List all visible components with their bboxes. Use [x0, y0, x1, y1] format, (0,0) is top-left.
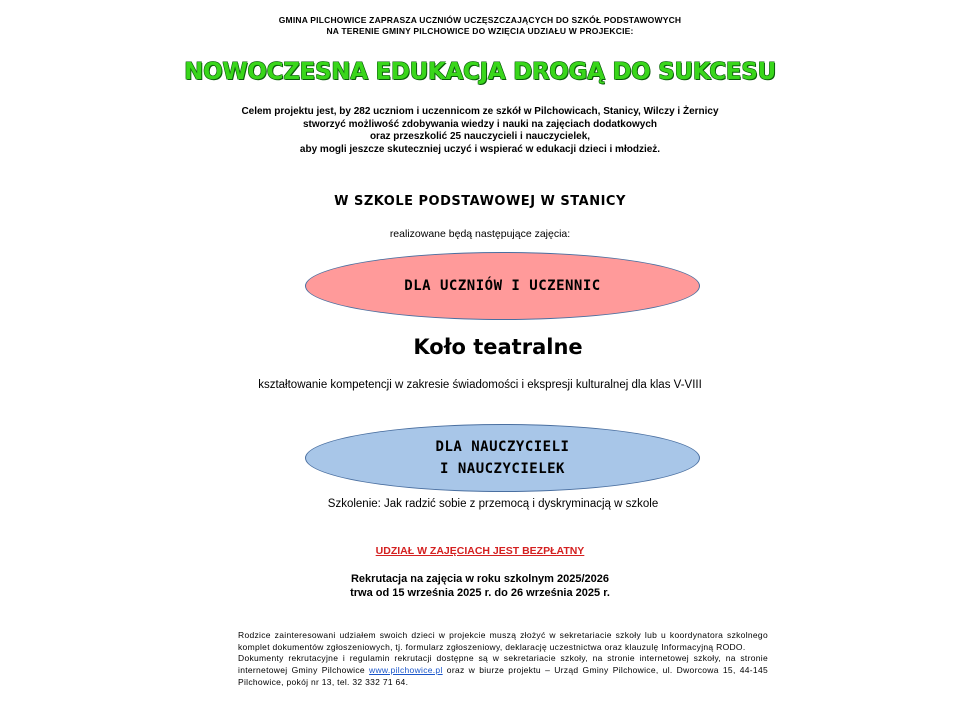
intro-line-2: NA TERENIE GMINY PILCHOWICE DO WZIĘCIA UDZIAŁU W PROJEKCIE: [326, 26, 634, 36]
free-participation-notice: UDZIAŁ W ZAJĘCIACH JEST BEZPŁATNY [375, 545, 585, 557]
goal-line-2: stworzyć możliwość zdobywania wiedzy i nauki na zajęciach dodatkowych [303, 118, 657, 130]
school-heading: W SZKOLE PODSTAWOWEJ W STANICY [334, 194, 626, 209]
students-ellipse [305, 252, 700, 320]
recruitment-line-2: trwa od 15 września 2025 r. do 26 września 2025 r. [350, 586, 610, 599]
activity-description: kształtowanie kompetencji w zakresie świadomości i ekspresji kulturalnej dla klas V-VIII [258, 379, 702, 391]
goal-line-4: aby mogli jeszcze skuteczniej uczyć i wspierać w edukacji dzieci i młodzież. [299, 143, 661, 155]
activity-title: Koło teatralne [413, 335, 583, 359]
teachers-label [436, 436, 570, 480]
recruitment-line-1: Rekrutacja na zajęcia w roku szkolnym 2025/2026 [350, 573, 610, 585]
project-goal [0, 106, 960, 156]
students-label: DLA UCZNIÓW I UCZENNIC [404, 278, 601, 294]
teachers-label-line-1: DLA NAUCZYCIELI [435, 439, 570, 455]
footer-paragraph-2-end: oraz w biurze projektu – Urząd Gminy Pilchowice, ul. Dworcowa 15, 44-145 Pilchowice, pokój nr 13, tel. 32 332 71 64. [238, 665, 768, 687]
pilchowice-website-link[interactable]: www.pilchowice.pl [369, 665, 443, 676]
footer-paragraph-1: Rodzice zainteresowani udziałem swoich dzieci w projekcie muszą złożyć w sekretariacie szkoły lub u koordynatora szkolnego komplet dokumentów zgłoszeniowych, tj. formularz zgłoszeniowy, deklarację uczestnictwa oraz klauzulę Informacyjną RODO. [238, 630, 768, 652]
footer-paragraph-2-start: Dokumenty rekrutacyjne i regulamin rekrutacji dostępne są w sekretariacie szkoły, na stronie internetowej szkoły, na stronie internetowej Gminy Pilchowice [238, 653, 768, 676]
recruitment-info [0, 573, 960, 600]
teachers-label-line-2: I NAUCZYCIELEK [439, 461, 565, 477]
goal-line-1: Celem projektu jest, by 282 uczniom i uczennicom ze szkół w Pilchowicach, Stanicy, Wilczy i Żernicy [241, 106, 719, 117]
project-title: NOWOCZESNA EDUKACJA DROGĄ DO SUKCESU [184, 59, 776, 85]
footer-paragraph-2 [238, 653, 768, 688]
training-text: Szkolenie: Jak radzić sobie z przemocą i dyskryminacją w szkole [327, 498, 659, 510]
intro-text [0, 15, 960, 37]
teachers-ellipse [305, 424, 700, 492]
goal-line-3: oraz przeszkolić 25 nauczycieli i nauczycielek, [369, 131, 591, 142]
intro-line-1: GMINA PILCHOWICE ZAPRASZA UCZNIÓW UCZĘSZCZAJĄCYCH DO SZKÓŁ PODSTAWOWYCH [278, 15, 682, 25]
footer-text [238, 630, 768, 689]
realized-text: realizowane będą następujące zajęcia: [389, 228, 571, 240]
